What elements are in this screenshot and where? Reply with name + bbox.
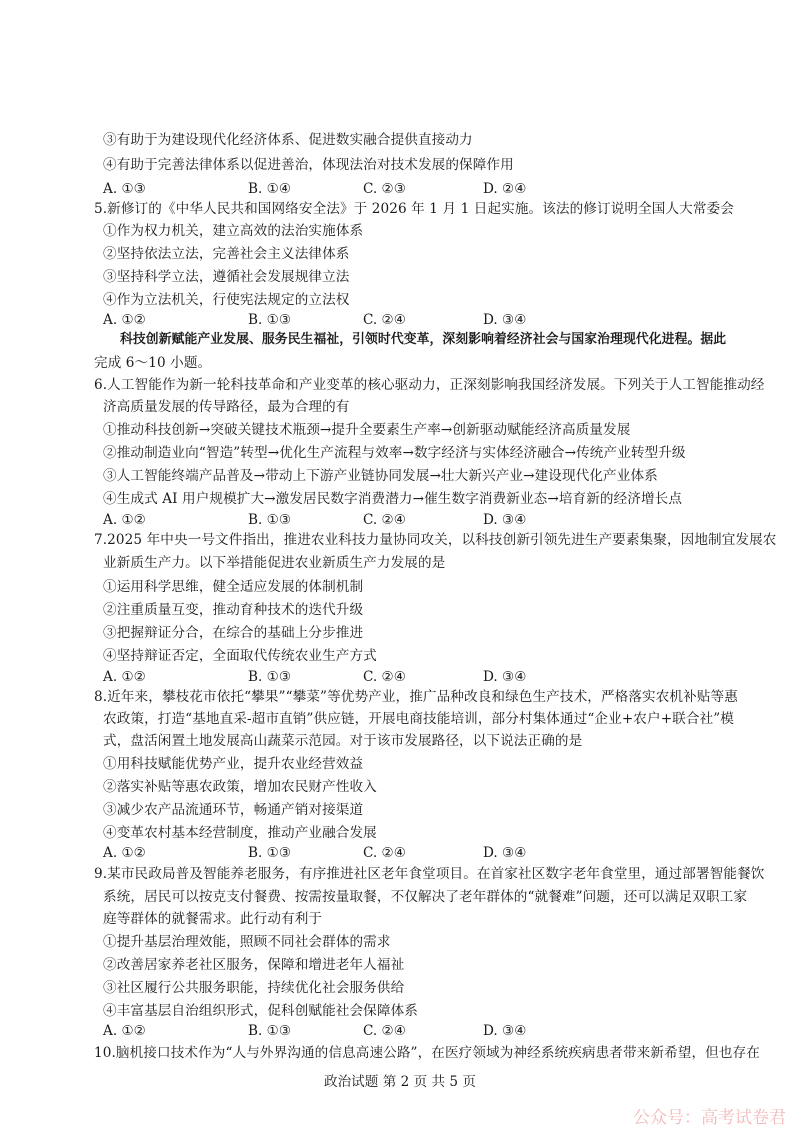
option-c: C. ②④ — [363, 845, 406, 861]
question-9-stem-cont: 系统，居民可以按克支付餐费、按需按量取餐，不仅解决了老年群体的“就餐难”问题，还可以满足双职工家 — [103, 889, 748, 905]
answer-options — [0, 667, 800, 687]
choice-line: ④生成式 AI 用户规模扩大→激发居民数字消费潜力→催生数字消费新业态→培育新的经济增长点 — [103, 491, 683, 507]
option-b: B. ①③ — [248, 845, 292, 861]
question-6-stem-cont: 济高质量发展的传导路径，最为合理的有 — [103, 399, 350, 415]
watermark: 公众号：高考试卷君 — [633, 1108, 786, 1128]
question-9-stem: 9.某市民政局普及智能养老服务，有序推进社区老年食堂项目。在首家社区数字老年食堂里，通过部署智能餐饮 — [94, 866, 765, 882]
option-b: B. ①③ — [248, 312, 292, 328]
choice-line: ②坚持依法立法，完善社会主义法律体系 — [103, 246, 350, 262]
option-a: A. ①② — [103, 669, 146, 685]
choice-line: ①提升基层治理效能，照顾不同社会群体的需求 — [103, 934, 391, 950]
answer-options — [0, 843, 800, 863]
choice-line: ③社区履行公共服务职能，持续优化社会服务供给 — [103, 980, 405, 996]
question-8-stem: 8.近年来，攀枝花市依托“攀果”“攀菜”等优势产业，推广品种改良和绿色生产技术，严格落实农机补贴等惠 — [94, 689, 738, 705]
section-lead: 科技创新赋能产业发展、服务民生福祉，引领时代变革，深刻影响着经济社会与国家治理现代化进程。据此 — [120, 332, 727, 347]
choice-line: ④作为立法机关，行使宪法规定的立法权 — [103, 292, 350, 308]
question-5-stem: 5.新修订的《中华人民共和国网络安全法》于 2026 年 1 月 1 日起实施。该法的修订说明全国人大常委会 — [94, 201, 734, 217]
option-d: D. ③④ — [483, 1023, 527, 1039]
page-footer: 政治试题 第 2 页 共 5 页 — [324, 1074, 476, 1090]
answer-options — [0, 1021, 800, 1041]
option-b: B. ①③ — [248, 512, 292, 528]
option-a: A. ①② — [103, 512, 146, 528]
option-b: B. ①③ — [248, 669, 292, 685]
option-a: A. ①③ — [103, 181, 146, 197]
option-b: B. ①③ — [248, 1023, 292, 1039]
option-b: B. ①④ — [248, 181, 292, 197]
choice-line: ①作为权力机关，建立高效的法治实施体系 — [103, 223, 364, 239]
option-d: D. ③④ — [483, 312, 527, 328]
answer-options — [0, 510, 800, 530]
choice-line: ③有助于为建设现代化经济体系、促进数实融合提供直接动力 — [103, 132, 473, 148]
choice-line: ③减少农产品流通环节，畅通产销对接渠道 — [103, 802, 364, 818]
question-9-stem-cont: 庭等群体的就餐需求。此行动有利于 — [103, 911, 323, 927]
question-8-stem-cont: 农政策，打造“基地直采-超市直销”供应链，开展电商技能培训，部分村集体通过“企业+农户+联合社”模 — [103, 711, 735, 727]
option-d: D. ③④ — [483, 512, 527, 528]
option-c: C. ②④ — [363, 512, 406, 528]
question-7-stem: 7.2025 年中央一号文件指出，推进农业科技力量协同攻关，以科技创新引领先进生产要素集聚，因地制宜发展农 — [94, 532, 777, 548]
option-c: C. ②③ — [363, 181, 406, 197]
answer-options — [0, 310, 800, 330]
choice-line: ④有助于完善法律体系以促进善治，体现法治对技术发展的保障作用 — [103, 157, 514, 173]
choice-line: ③把握辩证分合，在综合的基础上分步推进 — [103, 625, 364, 641]
choice-line: ②落实补贴等惠农政策，增加农民财产性收入 — [103, 779, 377, 795]
choice-line: ①用科技赋能优势产业，提升农业经营效益 — [103, 756, 364, 772]
choice-line: ③坚持科学立法，遵循社会发展规律立法 — [103, 269, 350, 285]
option-a: A. ①② — [103, 845, 146, 861]
choice-line: ③人工智能终端产品普及→带动上下游产业链协同发展→壮大新兴产业→建设现代化产业体系 — [103, 468, 658, 484]
choice-line: ②改善居家养老社区服务，保障和增进老年人福祉 — [103, 957, 405, 973]
option-c: C. ②④ — [363, 312, 406, 328]
option-d: D. ③④ — [483, 669, 527, 685]
choice-line: ①推动科技创新→突破关键技术瓶颈→提升全要素生产率→创新驱动赋能经济高质量发展 — [103, 422, 631, 438]
option-c: C. ②④ — [363, 1023, 406, 1039]
section-lead-cont: 完成 6～10 小题。 — [94, 355, 212, 371]
choice-line: ②推动制造业向“智造”转型→优化生产流程与效率→数字经济与实体经济融合→传统产业转型升级 — [103, 445, 686, 461]
option-d: D. ②④ — [483, 181, 527, 197]
question-10-stem: 10.脑机接口技术作为“人与外界沟通的信息高速公路”，在医疗领域为神经系统疾病患者带来新希望，但也存在 — [94, 1045, 760, 1061]
choice-line: ②注重质量互变，推动育种技术的迭代升级 — [103, 602, 364, 618]
option-a: A. ①② — [103, 1023, 146, 1039]
option-d: D. ③④ — [483, 845, 527, 861]
choice-line: ①运用科学思维，健全适应发展的体制机制 — [103, 579, 364, 595]
answer-options — [0, 179, 800, 199]
question-6-stem: 6.人工智能作为新一轮科技革命和产业变革的核心驱动力，正深刻影响我国经济发展。下列关于人工智能推动经 — [94, 377, 765, 393]
question-8-stem-cont: 式，盘活闲置土地发展高山蔬菜示范园。对于该市发展路径，以下说法正确的是 — [103, 733, 583, 749]
choice-line: ④变革农村基本经营制度，推动产业融合发展 — [103, 825, 377, 841]
choice-line: ④丰富基层自治组织形式，促科创赋能社会保障体系 — [103, 1003, 418, 1019]
option-c: C. ②④ — [363, 669, 406, 685]
choice-line: ④坚持辩证否定，全面取代传统农业生产方式 — [103, 648, 377, 664]
option-a: A. ①② — [103, 312, 146, 328]
question-7-stem-cont: 业新质生产力。以下举措能促进农业新质生产力发展的是 — [103, 555, 446, 571]
